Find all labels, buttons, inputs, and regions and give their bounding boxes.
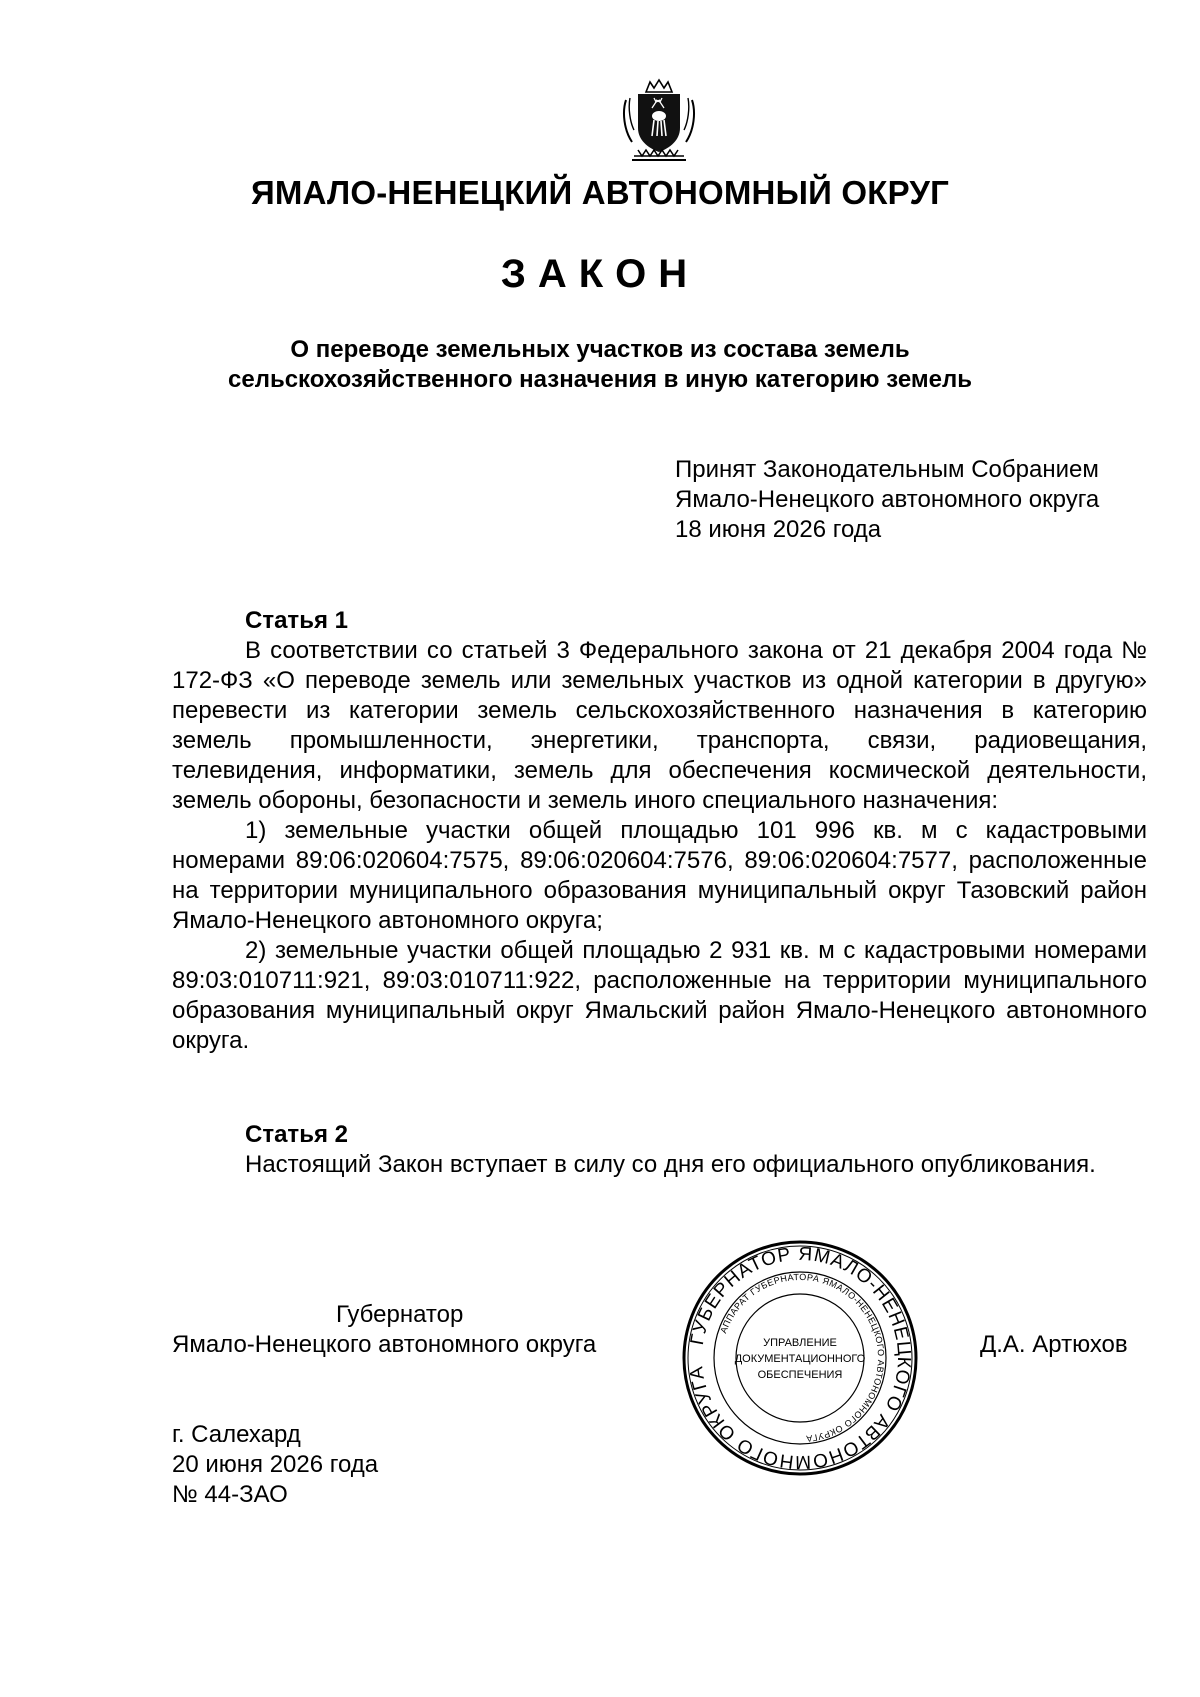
- governor-name: Д.А. Артюхов: [980, 1331, 1128, 1358]
- seal-inner-text: АППАРАТ ГУБЕРНАТОРА ЯМАЛО-НЕНЕЦКОГО АВТОНОМНОГО ОКРУГА: [718, 1271, 887, 1444]
- article-1-intro: В соответствии со статьей 3 Федерального закона от 21 декабря 2004 года № 172-ФЗ «О переводе земель или земельных участков из одной категории в другую» перевести из категории земель сельскохозяйственного назначения в категорию земель промышленности, энергетики, транспорта, связи, радиовещания, телевидения, информатики, земель для обеспечения космической деятельности, земель обороны, безопасности и земель иного специального назначения:: [172, 637, 1147, 814]
- region-title: ЯМАЛО-НЕНЕЦКИЙ АВТОНОМНЫЙ ОКРУГ: [250, 174, 950, 211]
- seal-outer-text: ГУБЕРНАТОР ЯМАЛО-НЕНЕЦКОГО АВТОНОМНОГО ОКРУГА: [686, 1243, 915, 1473]
- article-1-item-1: 1) земельные участки общей площадью 101 996 кв. м с кадастровыми номерами 89:06:020604:7575, 89:06:020604:7576, 89:06:020604:7577, расположенные на территории муниципального образования муниципальный округ Тазовский район Ямало-Ненецкого автономного округа;: [172, 817, 1147, 934]
- law-title-line-2: сельскохозяйственного назначения в иную категорию земель: [228, 366, 972, 393]
- governor-position-line-1: Губернатор: [336, 1301, 464, 1328]
- article-1-item-2: 2) земельные участки общей площадью 2 931 кв. м с кадастровыми номерами 89:03:010711:921, 89:03:010711:922, расположенные на территории муниципального образования муниципальный округ Ямальский район Ямало-Ненецкого автономного округа.: [172, 937, 1147, 1054]
- article-1-heading: Статья 1: [245, 607, 348, 634]
- official-seal-stamp: [680, 1238, 920, 1478]
- seal-center-line-2: ДОКУМЕНТАЦИОННОГО: [734, 1353, 866, 1365]
- article-2-heading: Статья 2: [245, 1121, 348, 1148]
- law-title-line-1: О переводе земельных участков из состава земель: [290, 336, 910, 363]
- place-date-number-block: [172, 1420, 378, 1510]
- law-title: [0, 335, 1200, 395]
- place: г. Салехард: [172, 1421, 301, 1448]
- seal-center-line-3: ОБЕСПЕЧЕНИЯ: [757, 1369, 843, 1381]
- adoption-date: 18 июня 2026 года: [675, 516, 882, 543]
- governor-position: [172, 1300, 596, 1360]
- adoption-block: [675, 455, 1099, 545]
- coat-of-arms-emblem: [620, 78, 698, 164]
- article-2: [172, 1120, 1147, 1180]
- governor-position-line-2: Ямало-Ненецкого автономного округа: [172, 1331, 597, 1358]
- article-1: [172, 606, 1147, 1056]
- article-2-text: Настоящий Закон вступает в силу со дня его официального опубликования.: [245, 1151, 1096, 1178]
- adoption-line-2: Ямало-Ненецкого автономного округа: [675, 486, 1100, 513]
- document-type-title: ЗАКОН: [500, 252, 700, 296]
- adoption-line-1: Принят Законодательным Собранием: [675, 456, 1099, 483]
- seal-center-line-1: УПРАВЛЕНИЕ: [763, 1337, 837, 1349]
- law-number: № 44-ЗАО: [172, 1481, 288, 1508]
- signing-date: 20 июня 2026 года: [172, 1451, 379, 1478]
